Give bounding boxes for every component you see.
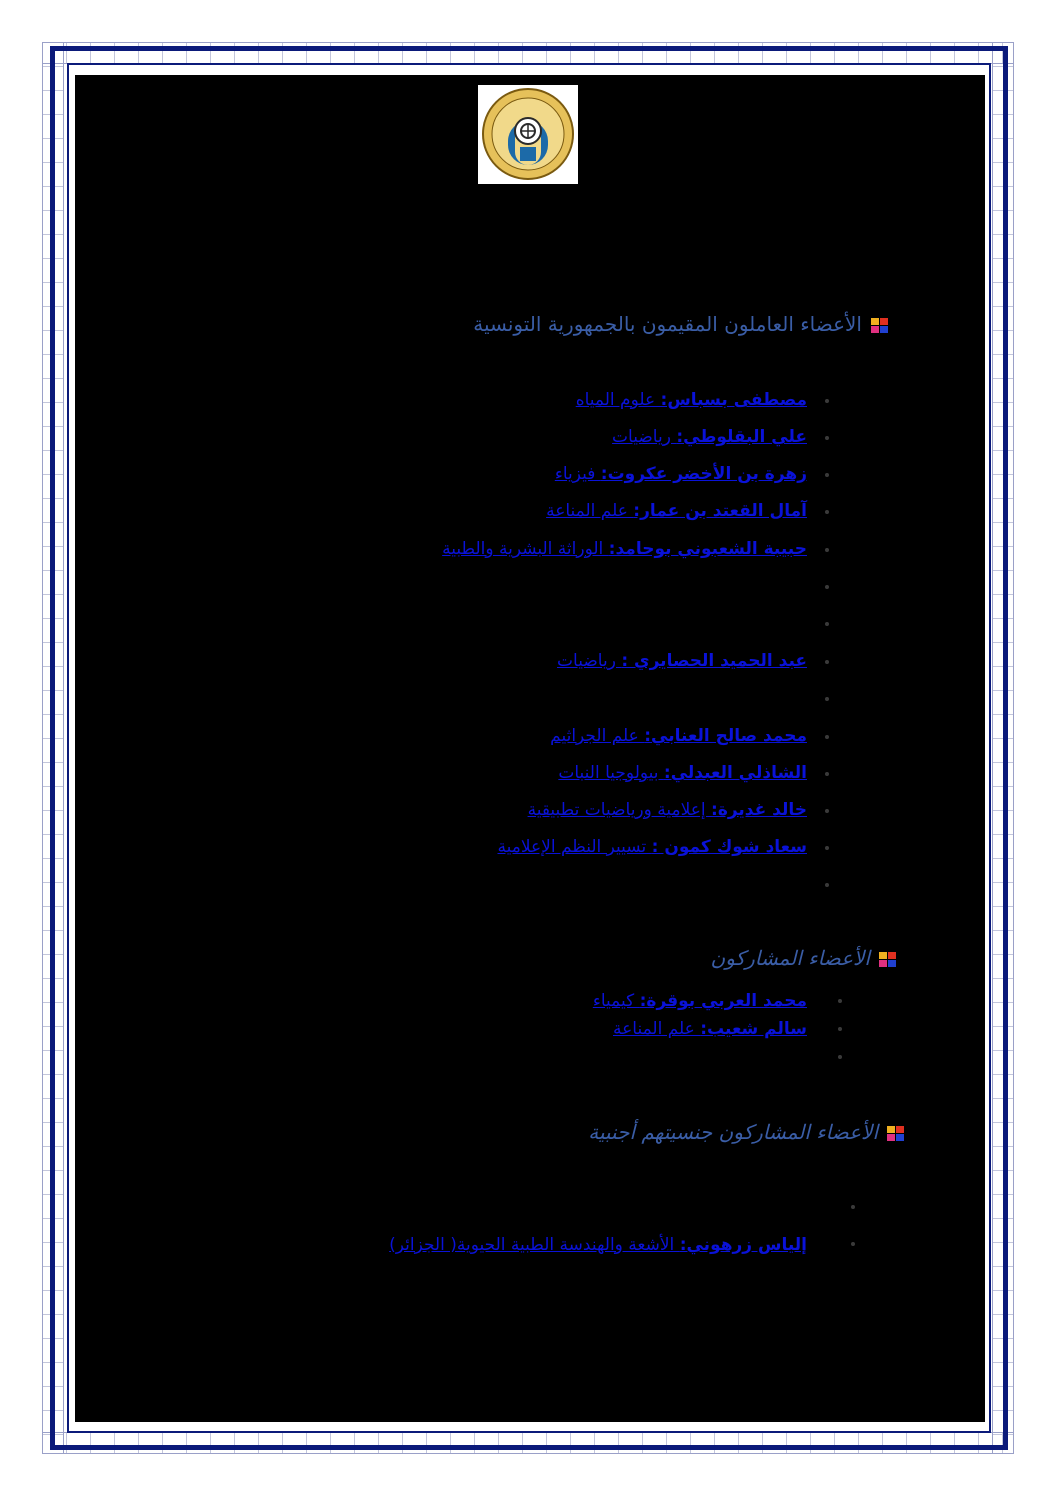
list-bullet <box>825 473 829 477</box>
member-link[interactable]: علي البقلوطي: رياضيات <box>612 427 807 447</box>
member-link[interactable]: خالد غديرة: إعلامية ورياضيات تطبيقية <box>527 800 807 820</box>
list-bullet <box>825 697 829 701</box>
list-bullet <box>825 399 829 403</box>
member-link[interactable]: مصطفى بسباس: علوم المياه <box>575 390 807 410</box>
section-heading-text: الأعضاء العاملون المقيمون بالجمهورية التونسية <box>473 312 862 336</box>
list-bullet <box>825 510 829 514</box>
member-link[interactable]: زهرة بن الأخضر عكروت: فيزياء <box>554 464 807 484</box>
section-heading-foreign-associate-members <box>588 1120 908 1144</box>
member-link[interactable]: آمال القعتد بن عمار: علم المناعة <box>546 501 807 521</box>
list-bullet <box>825 809 829 813</box>
list-bullet <box>825 772 829 776</box>
list-bullet <box>825 585 829 589</box>
member-link[interactable]: حبيبة الشعبوني بوحامد: الوراثة البشرية والطبية <box>442 539 807 559</box>
list-bullet <box>825 846 829 850</box>
section-heading-text: الأعضاء المشاركون <box>710 946 870 970</box>
section-heading-associate-members <box>711 946 900 970</box>
bullet-squares-icon <box>870 315 892 333</box>
page-content <box>75 75 985 1422</box>
list-bullet <box>825 883 829 887</box>
member-link[interactable]: محمد العربي بوقرة: كيمياء <box>592 991 807 1011</box>
institution-seal-logo <box>478 85 578 184</box>
member-link[interactable]: إلياس زرهوني: الأشعة والهندسة الطبية الحيوية( الجزائر) <box>389 1235 807 1255</box>
list-bullet <box>851 1242 855 1246</box>
list-bullet <box>838 1027 842 1031</box>
bullet-squares-icon <box>878 949 900 967</box>
member-link[interactable]: عبد الحميد الحصايري : رياضيات <box>557 651 807 671</box>
list-bullet <box>825 548 829 552</box>
member-link[interactable]: سعاد شوك كمون : تسيير النظم الإعلامية <box>497 837 807 857</box>
list-bullet <box>838 1055 842 1059</box>
section-heading-text: الأعضاء المشاركون جنسيتهم أجنبية <box>588 1120 878 1144</box>
list-bullet <box>838 999 842 1003</box>
seal-icon <box>478 85 578 184</box>
member-link[interactable]: الشاذلي العبدلي: بيولوجيا النبات <box>558 763 807 783</box>
list-bullet <box>825 660 829 664</box>
section-heading-resident-members <box>473 312 892 336</box>
list-bullet <box>825 436 829 440</box>
list-bullet <box>825 622 829 626</box>
bullet-squares-icon <box>886 1123 908 1141</box>
member-link[interactable]: محمد صالح العنابي: علم الجراثيم <box>550 726 807 746</box>
list-bullet <box>851 1205 855 1209</box>
list-bullet <box>825 735 829 739</box>
member-link[interactable]: سالم شعيب: علم المناعة <box>613 1019 807 1039</box>
